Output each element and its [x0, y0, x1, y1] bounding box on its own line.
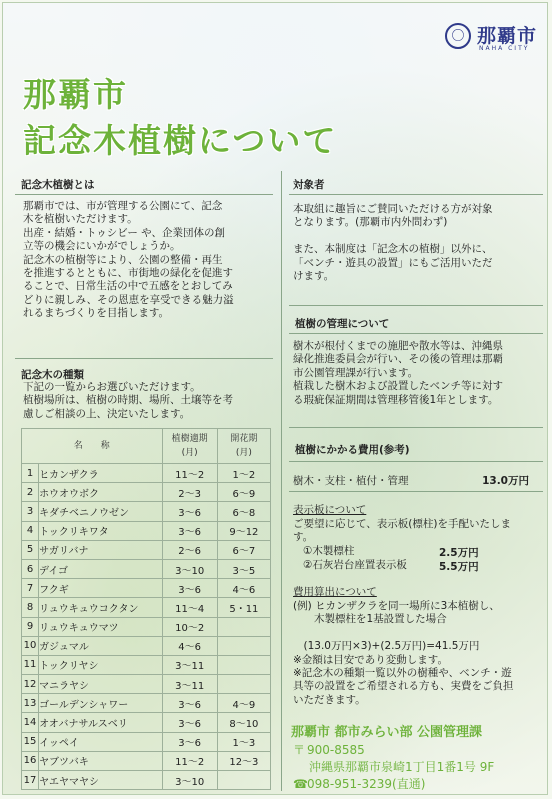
- target-rule: [289, 194, 543, 195]
- about-body: 那覇市では、市が管理する公園にて、記念 木を植樹いただけます。 出産・結婚・トゥシビー や、企業団体の創 立等の機会にいかがでしょうか。 記念木の植樹等により、公園の整備・再生 を推進するとともに、市街地の緑化を促進す ることで、日常生活の中で五感をとおしてみ どりに親しみ、その恩恵を享受できる魅力溢 れるまちづくりを目指します。: [23, 200, 234, 320]
- planting-period: 3～6: [162, 694, 217, 713]
- tree-name: キダチベニノウゼン: [39, 502, 162, 521]
- planting-period: 10～2: [162, 617, 217, 636]
- planting-period: 3～11: [162, 675, 217, 694]
- row-number: 15: [22, 732, 39, 751]
- types-heading: 記念木の種類: [21, 369, 84, 381]
- planting-period: 11～4: [162, 598, 217, 617]
- table-row: [22, 598, 271, 617]
- bloom-period: 6～9: [217, 483, 270, 502]
- department-name: 那覇市 都市みらい部 公園管理課: [291, 725, 483, 740]
- table-row: [22, 675, 271, 694]
- row-number: 17: [22, 771, 39, 790]
- row-number: 3: [22, 502, 39, 521]
- row-number: 10: [22, 636, 39, 655]
- table-row: [22, 579, 271, 598]
- table-row: [22, 464, 271, 483]
- table-row: [22, 732, 271, 751]
- tree-name: フクギ: [39, 579, 162, 598]
- table-row: [22, 655, 271, 674]
- table-row: [22, 771, 271, 790]
- table-row: [22, 540, 271, 559]
- calc-body: (例) ヒカンザクラを同一場所に3本植樹し、 木製標柱を1基設置した場合 (13.0万円×3)+(2.5万円)=41.5万円 ※金額は目安であり変動します。 ※記念木の種類一覧以外の樹種や、ベンチ・遊 具等の設置をご希望される方も、実費をご負担 いただきます。: [293, 600, 514, 706]
- planting-period: 4～6: [162, 636, 217, 655]
- cost-top-rule: [289, 427, 543, 428]
- tree-table: [21, 428, 271, 790]
- tree-name: イッペイ: [39, 732, 162, 751]
- bloom-period: 6～8: [217, 502, 270, 521]
- tree-name: ホウオウボク: [39, 483, 162, 502]
- tree-name: オオバナサルスベリ: [39, 713, 162, 732]
- main-price-label: 樹木・支柱・植付・管理: [293, 475, 409, 487]
- planting-period: 3～6: [162, 713, 217, 732]
- tree-name: リュウキュウマツ: [39, 617, 162, 636]
- row-number: 8: [22, 598, 39, 617]
- row-number: 4: [22, 521, 39, 540]
- table-row: [22, 617, 271, 636]
- tree-name: ゴールデンシャワー: [39, 694, 162, 713]
- table-row: [22, 636, 271, 655]
- tree-name: ヤブツバキ: [39, 751, 162, 770]
- tree-name: デイゴ: [39, 559, 162, 578]
- col-bloom-header: 開花期 (月): [217, 429, 270, 464]
- main-price-value: 13.0万円: [482, 475, 529, 487]
- postal-mark-icon: 〒: [293, 743, 306, 757]
- sign-item1-label: ①木製標柱: [303, 545, 355, 557]
- sign-item2-label: ②石灰岩台座置表示板: [303, 559, 407, 571]
- address: 沖縄県那覇市泉崎1丁目1番1号 9F: [309, 760, 495, 774]
- bloom-period: [217, 675, 270, 694]
- planting-period: 3～10: [162, 771, 217, 790]
- table-row: [22, 483, 271, 502]
- sign-body: ご要望に応じて、表示板(標柱)を手配いたしま す。: [293, 518, 511, 544]
- bloom-period: [217, 771, 270, 790]
- city-name-en: NAHA CITY: [479, 45, 530, 52]
- postal-code: 〒 900-8585: [293, 743, 365, 757]
- bloom-period: 8～10: [217, 713, 270, 732]
- planting-period: 3～6: [162, 521, 217, 540]
- page-title-line2: 記念木植樹について: [23, 121, 338, 160]
- page-title-line1: 那覇市: [23, 75, 128, 114]
- row-number: 9: [22, 617, 39, 636]
- planting-period: 3～6: [162, 502, 217, 521]
- planting-period: 3～10: [162, 559, 217, 578]
- row-number: 6: [22, 559, 39, 578]
- planting-period: 2～3: [162, 483, 217, 502]
- row-number: 1: [22, 464, 39, 483]
- bloom-period: 4～6: [217, 579, 270, 598]
- target-heading: 対象者: [293, 179, 325, 191]
- row-number: 7: [22, 579, 39, 598]
- about-rule: [15, 194, 273, 195]
- main-price-rule: [289, 491, 543, 492]
- phone-number: ☎098-951-3239(直通): [293, 777, 426, 791]
- tree-name: トックリキワタ: [39, 521, 162, 540]
- management-body: 樹木が根付くまでの施肥や散水等は、沖縄県 緑化推進委員会が行い、その後の管理は那覇 市公園管理課が行います。 植栽した樹木および設置したベンチ等に対す る瑕疵保証期間は管理移管後1年とします。: [293, 340, 503, 406]
- tree-name: サガリバナ: [39, 540, 162, 559]
- row-number: 12: [22, 675, 39, 694]
- about-heading: 記念木植樹とは: [21, 179, 95, 191]
- planting-period: 11～2: [162, 751, 217, 770]
- row-number: 11: [22, 655, 39, 674]
- bloom-period: 6～7: [217, 540, 270, 559]
- types-body: 下記の一覧からお選びいただけます。 植樹場所は、植樹の時期、場所、土壌等を考 慮しご相談の上、決定いたします。: [23, 381, 233, 420]
- bloom-period: 12～3: [217, 751, 270, 770]
- flyer-page: [2, 2, 548, 795]
- bloom-period: 5・11: [217, 598, 270, 617]
- planting-period: 3～6: [162, 579, 217, 598]
- management-top-rule: [289, 305, 543, 306]
- bloom-period: [217, 617, 270, 636]
- sign-heading: 表示板について: [293, 504, 367, 516]
- tree-name: トックリヤシ: [39, 655, 162, 674]
- table-row: [22, 502, 271, 521]
- cost-rule: [289, 461, 543, 462]
- tree-name: ヤエヤマヤシ: [39, 771, 162, 790]
- tree-name: マニラヤシ: [39, 675, 162, 694]
- bloom-period: [217, 636, 270, 655]
- tree-name: ヒカンザクラ: [39, 464, 162, 483]
- planting-period: 3～11: [162, 655, 217, 674]
- table-row: [22, 694, 271, 713]
- col-period-header: 植樹適期 (月): [162, 429, 217, 464]
- bloom-period: 1～3: [217, 732, 270, 751]
- management-rule: [289, 333, 543, 334]
- sign-item2-price: 5.5万円: [439, 561, 479, 573]
- bloom-period: 1～2: [217, 464, 270, 483]
- table-row: [22, 559, 271, 578]
- row-number: 13: [22, 694, 39, 713]
- phone-icon: ☎: [293, 777, 308, 791]
- calc-heading: 費用算出について: [293, 586, 377, 598]
- planting-period: 3～6: [162, 732, 217, 751]
- bloom-period: 3～5: [217, 559, 270, 578]
- bloom-period: [217, 655, 270, 674]
- planting-period: 2～6: [162, 540, 217, 559]
- tree-name: ガジュマル: [39, 636, 162, 655]
- sign-item1-price: 2.5万円: [439, 547, 479, 559]
- bloom-period: 9～12: [217, 521, 270, 540]
- tree-name: リュウキュウコクタン: [39, 598, 162, 617]
- col-name-header: 名 称: [22, 429, 163, 464]
- row-number: 2: [22, 483, 39, 502]
- row-number: 16: [22, 751, 39, 770]
- table-row: [22, 713, 271, 732]
- city-logo-icon: [445, 23, 471, 49]
- row-number: 5: [22, 540, 39, 559]
- tree-table-body: [22, 464, 271, 790]
- target-body: 本取組に趣旨にご賛同いただける方が対象 となります。(那覇市内外問わず) また、本制度は「記念木の植樹」以外に、 「ベンチ・遊具の設置」にもご活用いただ けます。: [293, 203, 493, 283]
- column-divider: [281, 171, 282, 791]
- tree-table-header: [22, 429, 271, 464]
- row-number: 14: [22, 713, 39, 732]
- city-name: 那覇市: [477, 25, 538, 47]
- logo-glyph: 〇: [451, 28, 465, 44]
- main-price-row: [293, 473, 529, 488]
- management-heading: 植樹の管理について: [295, 318, 390, 330]
- table-row: [22, 751, 271, 770]
- planting-period: 11～2: [162, 464, 217, 483]
- table-row: [22, 521, 271, 540]
- bloom-period: 4～9: [217, 694, 270, 713]
- cost-heading: 植樹にかかる費用(参考): [295, 444, 410, 456]
- types-top-rule: [15, 358, 273, 359]
